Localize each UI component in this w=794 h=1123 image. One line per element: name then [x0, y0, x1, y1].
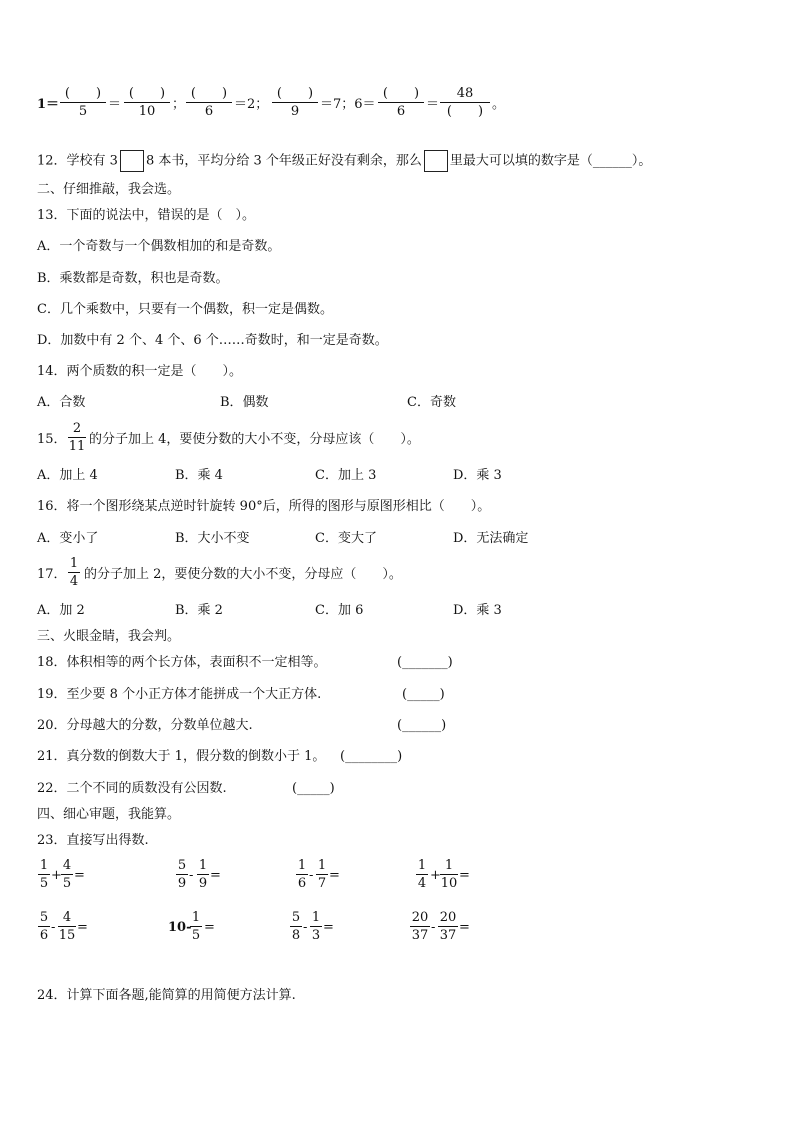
q12-digit-box-ref: [424, 150, 448, 172]
q11-eq3: ＝: [426, 97, 440, 112]
q11-frac-6: 48 ( ): [440, 86, 490, 119]
equals: =: [459, 868, 470, 883]
q11-eq7: ＝7；6＝: [320, 97, 376, 112]
operator: -: [303, 920, 308, 935]
q11-frac-5: ( ) 6: [378, 86, 424, 119]
equals: =: [77, 920, 88, 935]
q15-option-a[interactable]: A．加上 4: [37, 468, 98, 483]
q17-number: 17．: [37, 567, 67, 582]
q15-option-b[interactable]: B．乘 4: [175, 468, 223, 483]
q17-fraction: 1 4: [69, 556, 79, 589]
fraction: 1 3: [311, 910, 321, 943]
fraction: 1 5: [39, 858, 49, 891]
q13-option-d[interactable]: D．加数中有 2 个、4 个、6 个……奇数时，和一定是奇数。: [37, 333, 388, 348]
operator: +: [51, 868, 62, 883]
q12-suffix: 里最大可以填的数字是（______）。: [449, 153, 652, 169]
equals: =: [329, 868, 340, 883]
q17-text: 的分子加上 2，要使分数的大小不变，分母应（ ）。: [84, 567, 402, 582]
fraction: 1 4: [417, 858, 427, 891]
q14-option-b[interactable]: B．偶数: [220, 395, 269, 410]
q13-option-c[interactable]: C．几个乘数中，只要有一个偶数，积一定是偶数。: [37, 302, 333, 317]
q15-text: 的分子加上 4，要使分数的大小不变，分母应该（ ）。: [89, 432, 420, 447]
q22-answer-blank[interactable]: (_____): [292, 781, 335, 796]
q17-option-d[interactable]: D．乘 3: [453, 603, 502, 618]
section-3-heading: 三、火眼金睛，我会判。: [37, 629, 181, 644]
operand-ten-minus: 10-: [168, 920, 192, 935]
q16-option-d[interactable]: D．无法确定: [453, 531, 529, 546]
q13-stem: 13．下面的说法中，错误的是（ ）。: [37, 208, 256, 223]
q11-frac-2: ( ) 10: [124, 86, 170, 119]
q22-stem: 22．二个不同的质数没有公因数.: [37, 781, 227, 796]
q11-one-eq: 1＝: [37, 97, 60, 112]
q15-fraction: 2 11: [68, 421, 86, 454]
q11-eq-a: ＝: [108, 97, 122, 112]
q13-option-a[interactable]: A．一个奇数与一个偶数相加的和是奇数。: [37, 239, 281, 254]
q23-stem: 23．直接写出得数.: [37, 833, 149, 848]
fraction: 1 6: [297, 858, 307, 891]
q21-stem: 21．真分数的倒数大于 1，假分数的倒数小于 1。: [37, 749, 326, 764]
fraction: 20 37: [411, 910, 429, 943]
equals: =: [204, 920, 215, 935]
q11-frac-4: ( ) 9: [272, 86, 318, 119]
q12-mid: 8 本书，平均分给 3 个年级正好没有剩余，那么: [145, 153, 422, 169]
q17-option-a[interactable]: A．加 2: [37, 603, 85, 618]
operator: -: [309, 868, 314, 883]
q11-frac-3: ( ) 6: [186, 86, 232, 119]
q18-answer-blank[interactable]: (_______): [397, 655, 453, 670]
q12-prefix: 12．学校有 3: [37, 153, 118, 169]
q14-option-a[interactable]: A．合数: [37, 395, 86, 410]
q17-option-b[interactable]: B．乘 2: [175, 603, 223, 618]
operator: -: [51, 920, 56, 935]
q16-stem: 16．将一个图形绕某点逆时针旋转 90°后，所得的图形与原图形相比（ ）。: [37, 499, 491, 514]
operator: -: [189, 868, 194, 883]
fraction: 20 37: [439, 910, 457, 943]
equals: =: [74, 868, 85, 883]
fraction: 1 5: [191, 910, 201, 943]
q15-option-c[interactable]: C．加上 3: [315, 468, 377, 483]
fraction: 5 9: [177, 858, 187, 891]
section-4-heading: 四、细心审题，我能算。: [37, 807, 181, 822]
q17-option-c[interactable]: C．加 6: [315, 603, 364, 618]
fraction: 1 9: [198, 858, 208, 891]
q11-frac-1: ( ) 5: [60, 86, 106, 119]
q19-answer-blank[interactable]: (_____): [402, 687, 445, 702]
fraction: 5 8: [291, 910, 301, 943]
q16-option-a[interactable]: A．变小了: [37, 531, 99, 546]
q20-stem: 20．分母越大的分数，分数单位越大.: [37, 718, 253, 733]
equals: =: [323, 920, 334, 935]
q20-answer-blank[interactable]: (______): [397, 718, 447, 733]
q19-stem: 19．至少要 8 个小正方体才能拼成一个大正方体.: [37, 687, 322, 702]
q13-option-b[interactable]: B．乘数都是奇数，积也是奇数。: [37, 271, 229, 286]
q14-option-c[interactable]: C．奇数: [407, 395, 456, 410]
q11-end: 。: [492, 97, 506, 112]
q15-option-d[interactable]: D．乘 3: [453, 468, 502, 483]
fraction: 5 6: [39, 910, 49, 943]
equals: =: [210, 868, 221, 883]
q14-stem: 14．两个质数的积一定是（ ）。: [37, 364, 243, 379]
q24-stem: 24．计算下面各题,能简算的用简便方法计算.: [37, 988, 296, 1003]
q16-option-b[interactable]: B．大小不变: [175, 531, 250, 546]
equals: =: [459, 920, 470, 935]
q11-eq2: ＝2；: [234, 97, 269, 112]
q11-sep: ；: [172, 97, 186, 112]
q15-number: 15．: [37, 432, 67, 447]
section-2-heading: 二、仔细推敲，我会选。: [37, 182, 181, 197]
fraction: 1 10: [440, 858, 458, 891]
q12-digit-box[interactable]: [120, 150, 144, 172]
q18-stem: 18．体积相等的两个长方体，表面积不一定相等。: [37, 655, 327, 670]
q12: [37, 150, 651, 172]
fraction: 4 15: [58, 910, 76, 943]
q16-option-c[interactable]: C．变大了: [315, 531, 377, 546]
fraction: 1 7: [317, 858, 327, 891]
fraction: 4 5: [62, 858, 72, 891]
q21-answer-blank[interactable]: (________): [340, 749, 403, 764]
operator: +: [430, 868, 441, 883]
operator: -: [431, 920, 436, 935]
